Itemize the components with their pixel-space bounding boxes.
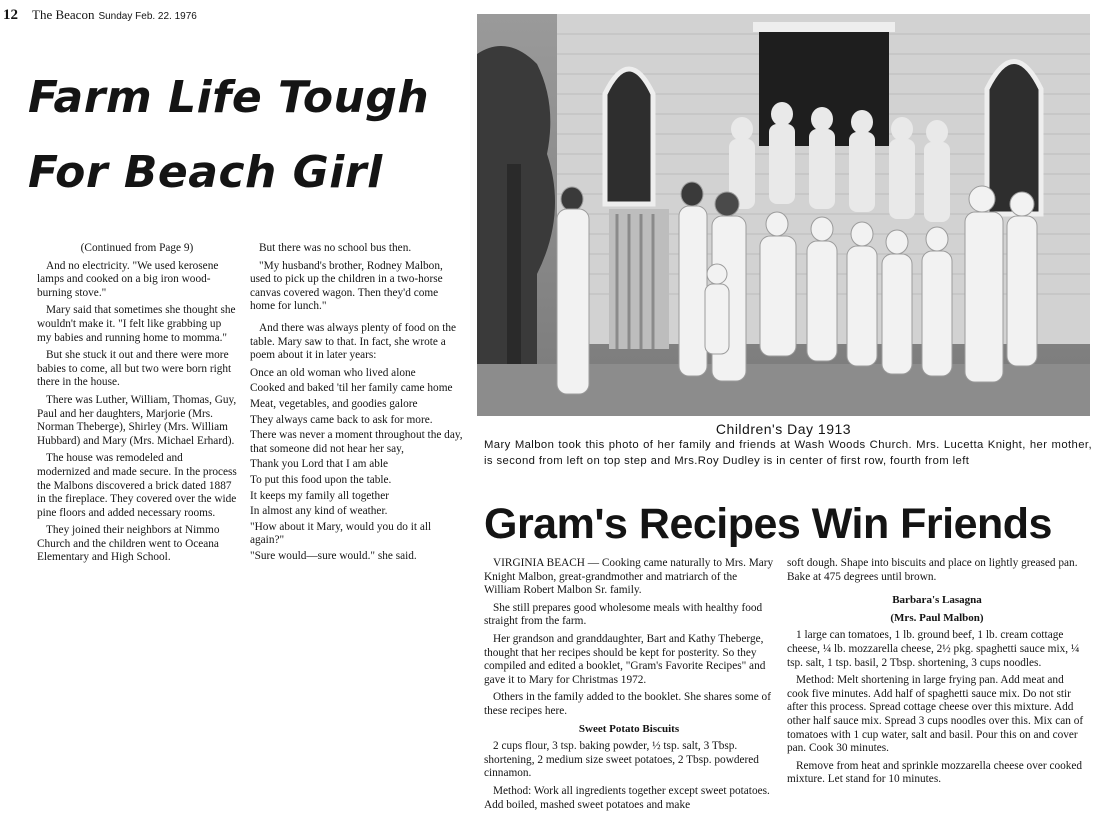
recipe-title: Barbara's Lasagna (892, 594, 982, 607)
paragraph: They joined their neighbors at Nimmo Church and the children went to Oceana Elementary and High School. (37, 524, 220, 564)
recipe-title: Sweet Potato Biscuits (578, 722, 680, 735)
paragraph: The house was remodeled and modernized and made secure. In the process the Malbons discovered a brick dated 1887 in the fireplace. They covered over the wide pine floors and added necessary rooms. (37, 452, 237, 519)
paper-name: The Beacon (32, 7, 95, 22)
poem-line: Once an old woman who lived alone (250, 366, 416, 379)
article1-column2 (250, 242, 465, 565)
recipe-ingredients: 1 large can tomatoes, 1 lb. ground beef, 1 lb. cream cottage cheese, ¼ lb. mozzarella cheese, 2½ pkg. spaghetti sauce mix, ¼ tsp. salt, 1 tsp. basil, 2 Tbsp. shortening, 3 cups noodles. (787, 629, 1080, 669)
poem-line: It keeps my family all together (250, 489, 389, 502)
poem-line: Meat, vegetables, and goodies galore (250, 397, 418, 410)
paragraph: She still prepares good wholesome meals with healthy food straight from the farm. (484, 601, 763, 628)
issue-date: Sunday Feb. 22. 1976 (98, 11, 197, 22)
paragraph: And there was always plenty of food on the table. Mary saw to that. In fact, she wrote a poem about it in later years: (250, 321, 457, 362)
paragraph: VIRGINIA BEACH — Cooking came naturally to Mrs. Mary Knight Malbon, great-grandmother and matriarch of the William Robert Malbon Sr. family. (484, 557, 774, 597)
poem-line: They always came back to ask for more. (250, 413, 433, 426)
article2-column2 (787, 557, 1087, 791)
paragraph: "My husband's brother, Rodney Malbon, used to pick up the children in a two-horse canvas covered wagon. Then they'd come home for lunch." (250, 259, 443, 313)
poem-line: "Sure would—sure would." she said. (250, 549, 417, 562)
continuation-note: (Continued from Page 9) (80, 242, 194, 254)
paragraph: Others in the family added to the booklet. She shares some of these recipes here. (484, 691, 771, 717)
recipe-method: Method: Melt shortening in large frying pan. Add meat and cook five minutes. Add half of spaghetti sauce mix. Do not stir after this process. Spread cottage cheese over this mixture. Add other half sauce mix. Spread 3 cups noodles over this. Mix can of tomatoes with 1 cup water, salt and basil. Pour this on and cover pan. Cook 30 minutes. (787, 674, 1084, 755)
paragraph: soft dough. Shape into biscuits and place on lightly greased pan. Bake at 475 degrees until brown. (787, 557, 1078, 583)
poem-line: Thank you Lord that I am able (250, 458, 389, 471)
paragraph: There was Luther, William, Thomas, Guy, Paul and her daughters, Marjorie (Mrs. Norman Theberge), Shirley (Mrs. William Hubbard) and Mary (Mrs. Michael Erhard). (37, 393, 237, 447)
photo-caption-title: Children's Day 1913 (715, 421, 852, 437)
church-photo-illustration (477, 14, 1090, 416)
headline-line1: Farm Life Tough (28, 72, 430, 123)
recipe-method: Remove from heat and sprinkle mozzarella cheese over cooked mixture. Let stand for 10 minutes. (787, 759, 1083, 786)
poem-line: "How about it Mary, would you do it all again?" (250, 520, 432, 547)
paragraph: Mary said that sometimes she thought she wouldn't make it. "I felt like grabbing up my babies and running home to momma." (37, 304, 236, 344)
paragraph: Her grandson and granddaughter, Bart and Kathy Theberge, thought that her recipes should be kept for posterity. So they compiled and edited a booklet, "Gram's Favorite Recipes" and gave it to Mary for Christmas 1972. (484, 632, 766, 686)
paragraph: But she stuck it out and there were more babies to come, all but two were born right there in the house. (37, 349, 232, 389)
headline-line2: For Beach Girl (28, 147, 383, 198)
recipe-subtitle: (Mrs. Paul Malbon) (890, 611, 984, 624)
article2-column1 (484, 557, 774, 816)
childrens-day-photo (477, 14, 1090, 416)
article1-headline (28, 60, 468, 210)
poem-line: To put this food upon the table. (250, 473, 392, 486)
photo-caption-text: Mary Malbon took this photo of her family and friends at Wash Woods Church. Mrs. Lucetta Knight, her mother, is second from left on top step and Mrs.Roy Dudley is in center of first row, fourth from left (484, 439, 1092, 467)
paragraph: But there was no school bus then. (259, 242, 412, 254)
recipe-method: Method: Work all ingredients together except sweet potatoes. Add boiled, mashed sweet potatoes and make (484, 784, 770, 811)
article2-headline: Gram's Recipes Win Friends (484, 500, 1052, 548)
paragraph: And no electricity. "We used kerosene lamps and cooked on a big iron wood-burning stove." (37, 259, 219, 299)
recipe-ingredients: 2 cups flour, 3 tsp. baking powder, ½ tsp. salt, 3 Tbsp. shortening, 2 medium size sweet potatoes, 2 Tbsp. powdered cinnamon. (484, 740, 759, 780)
poem-line: In almost any kind of weather. (250, 505, 388, 518)
poem (250, 367, 465, 564)
poem-line: There was never a moment throughout the day, that someone did not hear her say, (250, 429, 463, 455)
page-number: 12 (3, 7, 18, 23)
masthead (3, 7, 197, 24)
poem-line: Cooked and baked 'til her family came home (250, 382, 453, 395)
article1-column1 (37, 242, 237, 569)
